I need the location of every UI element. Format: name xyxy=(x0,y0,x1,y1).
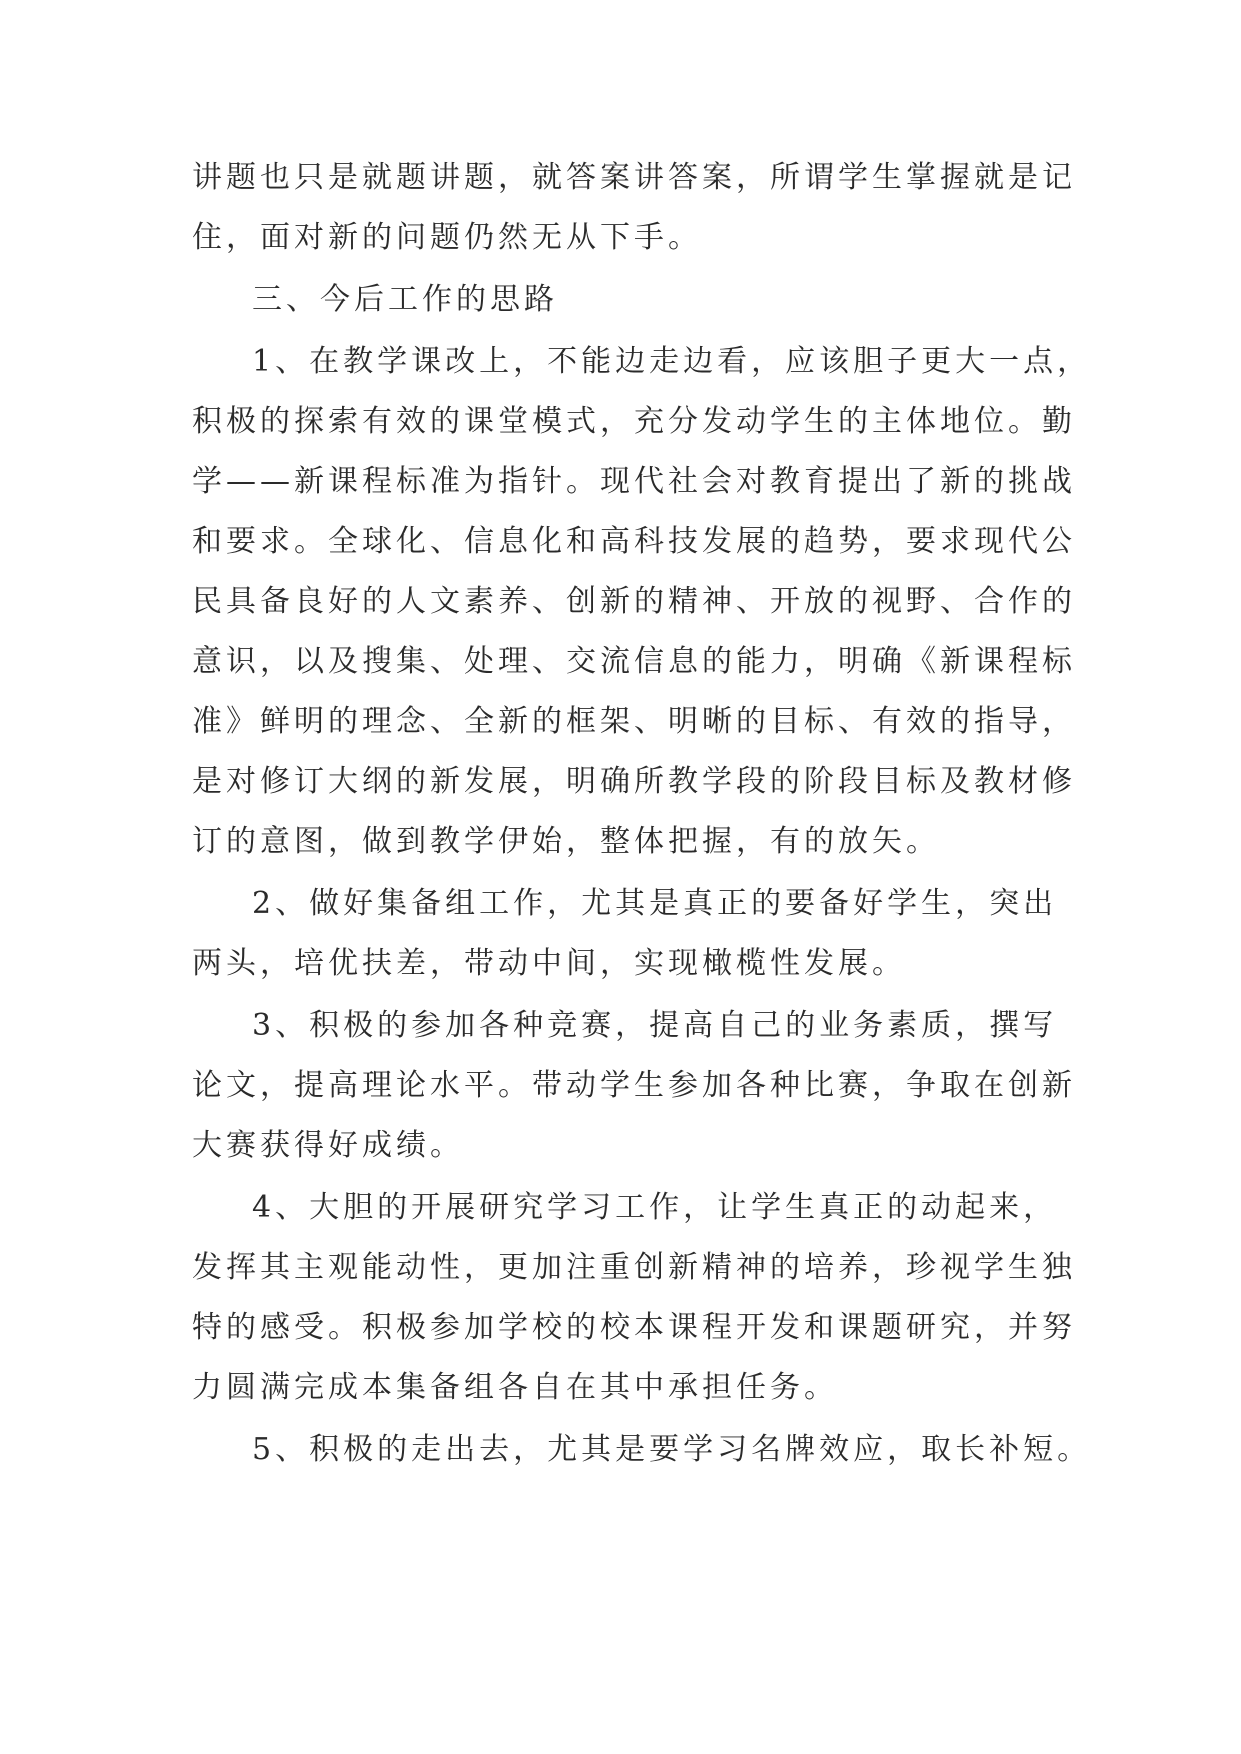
text-line: 发挥其主观能动性，更加注重创新精神的培养，珍视学生独 xyxy=(192,1250,1076,1285)
text-line: 是对修订大纲的新发展，明确所教学段的阶段目标及教材修 xyxy=(192,764,1076,799)
paragraph-continuation xyxy=(192,158,1076,258)
text-line: 3、积极的参加各种竞赛，提高自己的业务素质，撰写 xyxy=(252,1008,1058,1043)
text-line: 1、在教学课改上，不能边走边看，应该胆子更大一点， xyxy=(252,344,1092,379)
text-line: 2、做好集备组工作，尤其是真正的要备好学生，突出 xyxy=(252,886,1058,921)
paragraph-item-2 xyxy=(192,884,1072,984)
paragraph-item-5 xyxy=(192,1430,1092,1470)
text-line: 学——新课程标准为指针。现代社会对教育提出了新的挑战 xyxy=(192,464,1076,499)
text-line: 民具备良好的人文素养、创新的精神、开放的视野、合作的 xyxy=(192,584,1076,619)
text-line: 论文，提高理论水平。带动学生参加各种比赛，争取在创新 xyxy=(192,1068,1076,1103)
text-line: 积极的探索有效的课堂模式，充分发动学生的主体地位。勤 xyxy=(192,404,1076,439)
text-line: 准》鲜明的理念、全新的框架、明晰的目标、有效的指导， xyxy=(192,704,1076,739)
text-line: 力圆满完成本集备组各自在其中承担任务。 xyxy=(192,1370,838,1405)
document-body xyxy=(192,158,1092,1470)
text-line: 意识，以及搜集、处理、交流信息的能力，明确《新课程标 xyxy=(192,644,1076,679)
text-line: 5、积极的走出去，尤其是要学习名牌效应，取长补短。 xyxy=(252,1432,1092,1467)
paragraph-item-4 xyxy=(192,1188,1076,1408)
text-line: 特的感受。积极参加学校的校本课程开发和课题研究，并努 xyxy=(192,1310,1076,1345)
text-line: 大赛获得好成绩。 xyxy=(192,1128,464,1163)
section-heading xyxy=(192,280,1072,320)
heading-line: 三、今后工作的思路 xyxy=(252,282,558,317)
text-line: 讲题也只是就题讲题，就答案讲答案，所谓学生掌握就是记 xyxy=(192,160,1076,195)
text-line: 住，面对新的问题仍然无从下手。 xyxy=(192,220,702,255)
text-line: 两头，培优扶差，带动中间，实现橄榄性发展。 xyxy=(192,946,906,981)
text-line: 4、大胆的开展研究学习工作，让学生真正的动起来， xyxy=(252,1190,1058,1225)
text-line: 和要求。全球化、信息化和高科技发展的趋势，要求现代公 xyxy=(192,524,1076,559)
paragraph-item-3 xyxy=(192,1006,1076,1166)
text-line: 订的意图，做到教学伊始，整体把握，有的放矢。 xyxy=(192,824,940,859)
paragraph-item-1 xyxy=(192,342,1092,862)
